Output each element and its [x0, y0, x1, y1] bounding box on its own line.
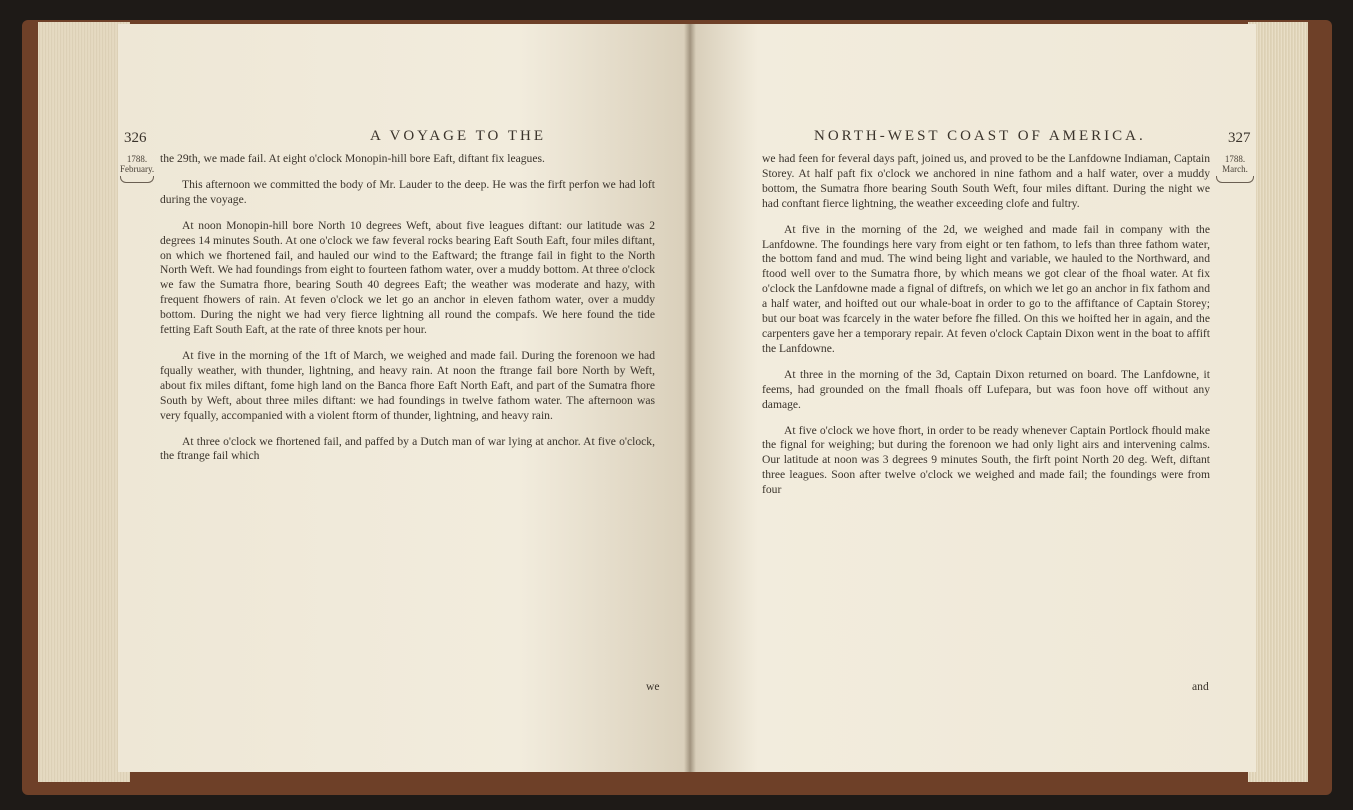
left-page — [118, 24, 690, 772]
right-body-text — [762, 152, 1210, 509]
margin-brace — [120, 176, 154, 183]
right-running-head: NORTH-WEST COAST OF AMERICA. — [814, 128, 1146, 144]
page-edges-right — [1248, 22, 1308, 782]
left-body-text — [160, 152, 655, 475]
margin-note-year: 1788. — [1224, 154, 1246, 164]
page-edges-left — [38, 22, 130, 782]
left-page-number: 326 — [124, 130, 147, 146]
paragraph: At five in the morning of the 2d, we weighed and made fail in company with the Lanfdowne. The foundings here vary from eight or ten fathom, to lefs than three fathom water, the bottom fand and mud. The wind being light and variable, we hauled to the Northward, and ftood well over to the Sumatra fhore, by which means we got clear of the fhoal water. At fix o'clock the Lanfdowne made a fignal of diftrefs, on which we let go an anchor in fix fathom and a half water, and hoifted out our whale-boat in order to go to the affiftance of Captain Storey; but our boat was fcarcely in the water before fhe filled. On this we hoifted her in again, and the carpenters gave her a temporary repair. At feven o'clock Captain Dixon went in the boat to affift the Lanfdowne. — [762, 222, 1210, 355]
paragraph: At three o'clock we fhortened fail, and paffed by a Dutch man of war lying at anchor. At five o'clock, the ftrange fail which — [160, 434, 655, 463]
paragraph: the 29th, we made fail. At eight o'clock Monopin-hill bore Eaft, diftant fix leagues. — [160, 152, 545, 165]
left-catchword: we — [646, 680, 660, 693]
right-margin-note — [1216, 154, 1254, 183]
right-page — [690, 24, 1256, 772]
right-catchword: and — [1192, 680, 1209, 693]
margin-note-month: March. — [1222, 164, 1248, 174]
paragraph: This afternoon we committed the body of Mr. Lauder to the deep. He was the firft perfon we had loft during the voyage. — [160, 177, 655, 206]
margin-note-year: 1788. — [126, 154, 148, 164]
left-margin-note — [120, 154, 154, 183]
margin-note-month: February. — [120, 164, 155, 174]
right-page-number: 327 — [1228, 130, 1251, 146]
paragraph: At five o'clock we hove fhort, in order to be ready whenever Captain Portlock fhould make the fignal for weighing; but during the forenoon we had only light airs and intervening calms. Our latitude at noon was 3 degrees 9 minutes South, the firft point North 20 deg. Weft, diftant three leagues. Soon after twelve o'clock we weighed and made fail; the foundings were from four — [762, 423, 1210, 497]
left-running-head: A VOYAGE TO THE — [370, 128, 546, 144]
paragraph: At five in the morning of the 1ft of March, we weighed and made fail. During the forenoon we had fqually weather, with thunder, lightning, and heavy rain. At noon the ftrange fail bore North by Weft, about fix miles diftant, fome high land on the Banca fhore Eaft North Eaft, and part of the Sumatra fhore South by Weft, about three miles diftant: we had foundings in twelve fathom water. The afternoon was very fqually, accompanied with a violent ftorm of thunder, lightning, and heavy rain. — [160, 348, 655, 422]
book-gutter — [684, 24, 696, 772]
paragraph: we had feen for feveral days paft, joined us, and proved to be the Lanfdowne Indiaman, Captain Storey. At half paft fix o'clock we anchored in nine fathom and a half water, over a muddy bottom, the Sumatra fhore bearing South South Weft, four miles diftant. During the night we had conftant fierce lightning, the weather exceeding clofe and fultry. — [762, 152, 1210, 210]
paragraph: At noon Monopin-hill bore North 10 degrees Weft, about five leagues diftant: our latitude was 2 degrees 14 minutes South. At one o'clock we faw feveral rocks bearing Eaft South Eaft, four miles diftant, on which we fhortened fail, and hauled our wind to the Eaftward; the ftrange fail in fight to the North North Weft. We had foundings from eight to fourteen fathom water, over a muddy bottom. At three o'clock we faw the Sumatra fhore, bearing South 40 degrees Eaft; the weather was moderate and hazy, with frequent fhowers of rain. At feven o'clock we let go an anchor in eleven fathom water, over a muddy bottom. During the night we had very fierce lightning all round the compafs. We here found the tide fetting Eaft South Eaft, at the rate of three knots per hour. — [160, 218, 655, 337]
paragraph: At three in the morning of the 3d, Captain Dixon returned on board. The Lanfdowne, it feems, had grounded on the fmall fhoals off Lufepara, but was foon hove off without any damage. — [762, 367, 1210, 411]
margin-brace — [1216, 176, 1254, 183]
